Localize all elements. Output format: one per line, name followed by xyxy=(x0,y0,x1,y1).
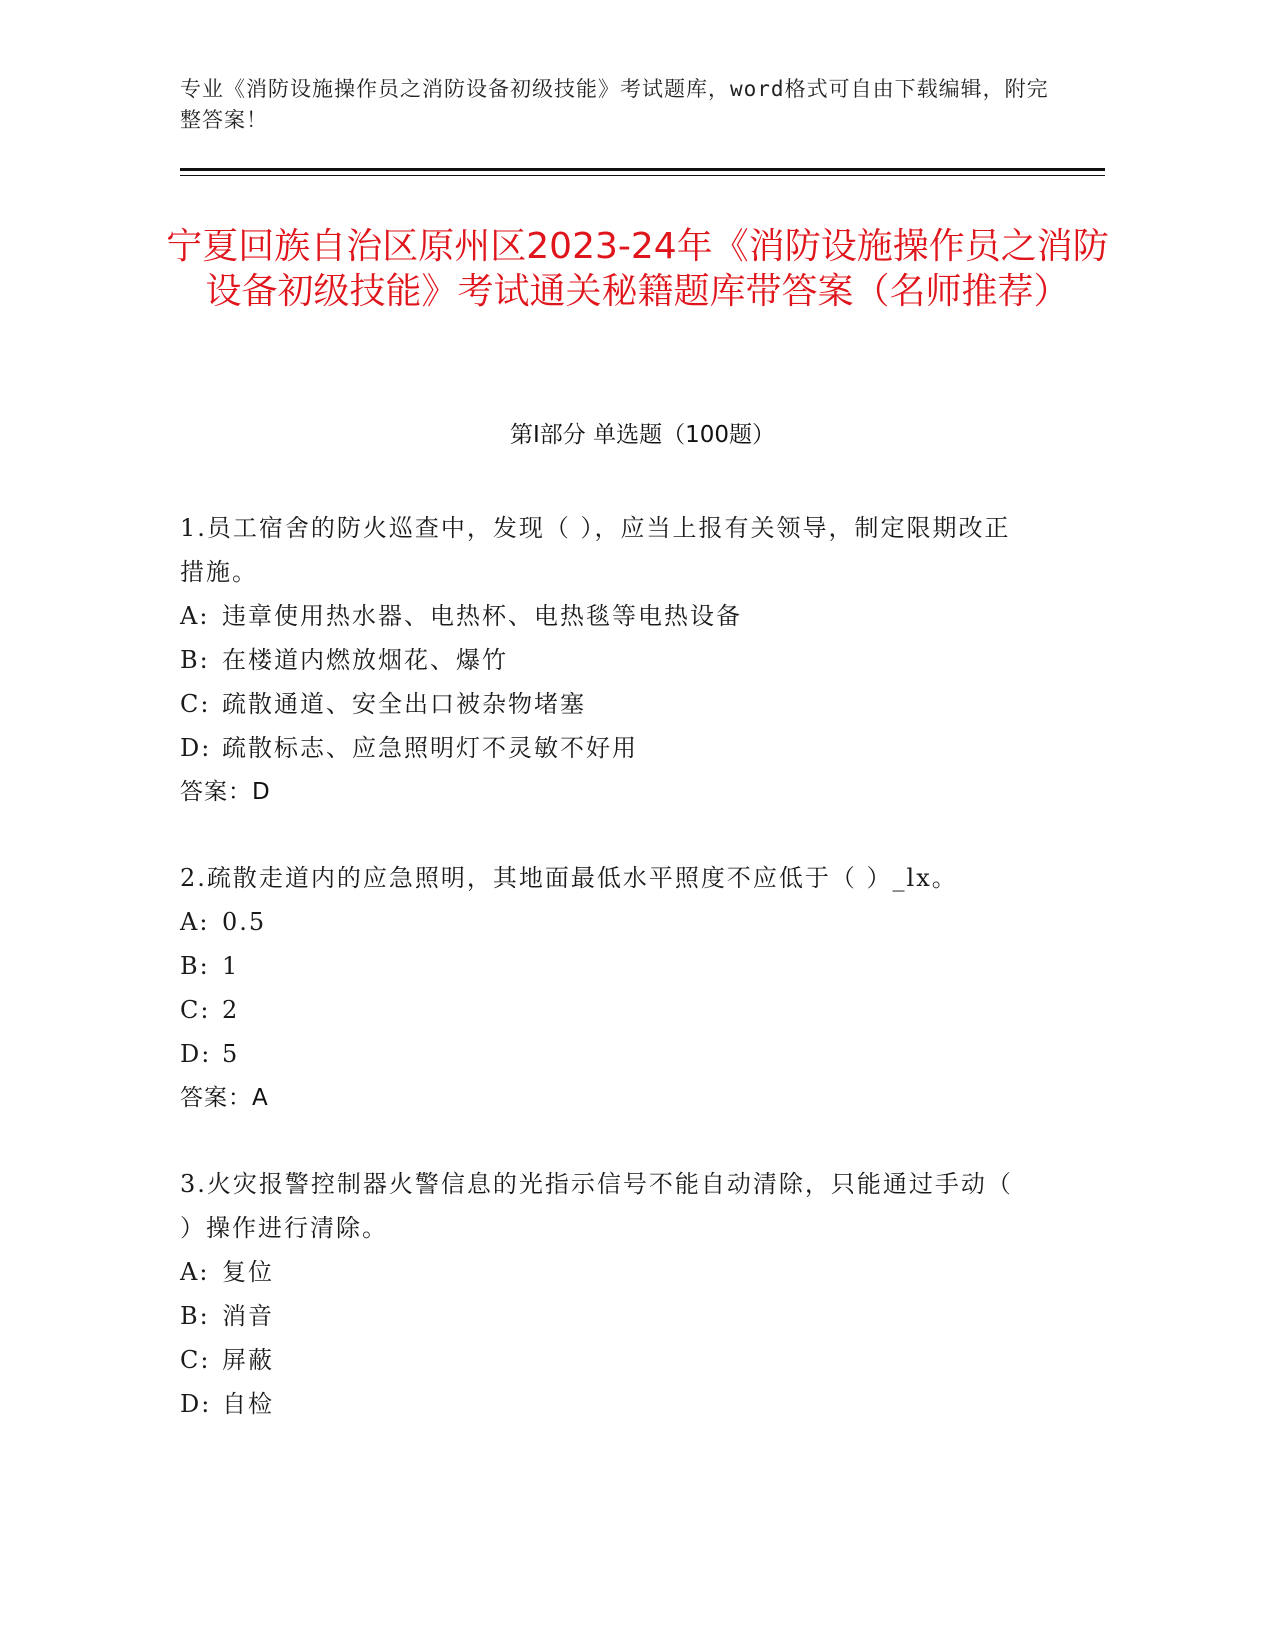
option-key: C: xyxy=(180,690,211,718)
option-key: A: xyxy=(180,908,210,936)
section-title: 第I部分 单选题（100题） xyxy=(510,422,775,448)
header-note: 专业《消防设施操作员之消防设备初级技能》考试题库，word格式可自由下载编辑，附完整答案！ xyxy=(180,77,1049,132)
option-text: 违章使用热水器、电热杯、电热毯等电热设备 xyxy=(222,602,742,630)
question-1 xyxy=(180,506,1030,814)
option-key: B: xyxy=(180,952,210,980)
option-a xyxy=(180,1250,1030,1294)
question-3 xyxy=(180,1162,1030,1426)
option-b xyxy=(180,1294,1030,1338)
option-a xyxy=(180,900,1030,944)
question-stem: 3.火灾报警控制器火警信息的光指示信号不能自动清除，只能通过手动（ ）操作进行清除。 xyxy=(180,1170,1013,1242)
document-title: 宁夏回族自治区原州区2023-24年《消防设施操作员之消防设备初级技能》考试通关秘籍题库带答案（名师推荐） xyxy=(166,226,1109,312)
option-key: B: xyxy=(180,1302,210,1330)
option-text: 复位 xyxy=(222,1258,274,1286)
option-key: C: xyxy=(180,1346,211,1374)
answer-line: 答案：A xyxy=(180,1085,269,1111)
option-c xyxy=(180,1338,1030,1382)
option-d xyxy=(180,1382,1030,1426)
option-text: 疏散通道、安全出口被杂物堵塞 xyxy=(222,690,586,718)
option-text: 2 xyxy=(222,996,240,1024)
option-b xyxy=(180,638,1030,682)
option-a xyxy=(180,594,1030,638)
header-divider xyxy=(180,168,1105,171)
question-2 xyxy=(180,856,1030,1120)
option-d xyxy=(180,726,1030,770)
question-stem: 2.疏散走道内的应急照明，其地面最低水平照度不应低于（ ）_lx。 xyxy=(180,864,958,892)
option-d xyxy=(180,1032,1030,1076)
option-text: 在楼道内燃放烟花、爆竹 xyxy=(222,646,508,674)
option-key: A: xyxy=(180,1258,210,1286)
answer-line: 答案：D xyxy=(180,779,271,805)
option-key: A: xyxy=(180,602,210,630)
option-text: 屏蔽 xyxy=(222,1346,274,1374)
option-key: D: xyxy=(180,1040,212,1068)
option-c xyxy=(180,988,1030,1032)
option-key: D: xyxy=(180,1390,212,1418)
option-text: 疏散标志、应急照明灯不灵敏不好用 xyxy=(222,734,638,762)
option-text: 5 xyxy=(222,1040,240,1068)
question-stem: 1.员工宿舍的防火巡查中，发现（ ），应当上报有关领导，制定限期改正措施。 xyxy=(180,514,1011,586)
option-c xyxy=(180,682,1030,726)
option-key: B: xyxy=(180,646,210,674)
option-key: C: xyxy=(180,996,211,1024)
option-key: D: xyxy=(180,734,212,762)
header-divider-thin xyxy=(180,175,1105,176)
option-text: 1 xyxy=(222,952,240,980)
option-text: 自检 xyxy=(222,1390,274,1418)
option-b xyxy=(180,944,1030,988)
question-list xyxy=(180,506,1030,1468)
option-text: 0.5 xyxy=(222,908,267,936)
option-text: 消音 xyxy=(222,1302,274,1330)
